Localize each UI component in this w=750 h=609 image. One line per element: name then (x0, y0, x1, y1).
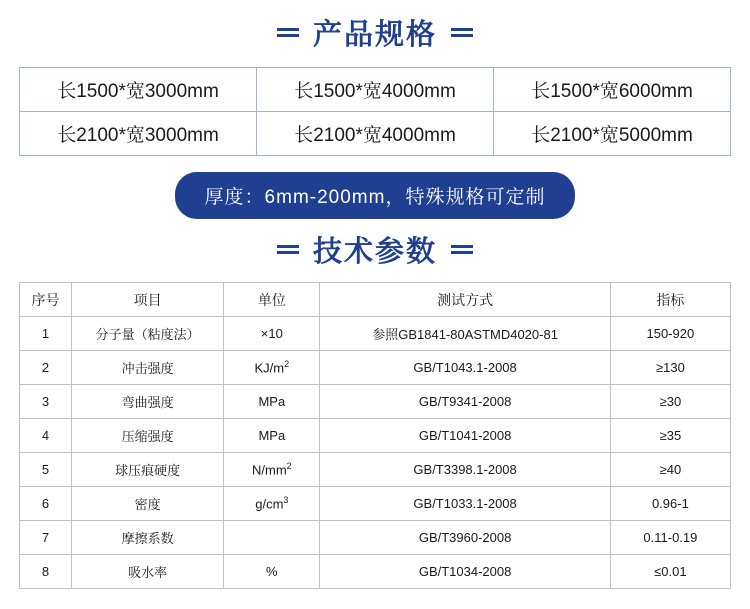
table-row (20, 453, 731, 487)
thickness-note-badge: 厚度：6mm-200mm，特殊规格可定制 (175, 172, 576, 219)
cell-index: ≥40 (610, 453, 730, 487)
cell-index: ≥130 (610, 351, 730, 385)
cell-unit-base: MPa (258, 394, 286, 409)
spec-cell: 长1500*宽6000mm (494, 68, 731, 112)
cell-unit-exponent: 2 (284, 359, 290, 370)
cell-no: 7 (20, 521, 72, 555)
cell-item: 球压痕硬度 (72, 453, 224, 487)
cell-method: 参照GB1841-80ASTMD4020-81 (320, 317, 610, 351)
cell-unit (224, 453, 320, 487)
title-dash-right-icon (451, 28, 473, 37)
table-row (20, 487, 731, 521)
table-row (20, 521, 731, 555)
cell-unit-exponent: 3 (283, 495, 289, 506)
column-header-no: 序号 (20, 283, 72, 317)
cell-item: 密度 (72, 487, 224, 521)
cell-unit (224, 521, 320, 555)
cell-unit (224, 385, 320, 419)
tech-section-title (0, 229, 750, 270)
cell-unit (224, 487, 320, 521)
thickness-note-wrap (0, 172, 750, 219)
cell-unit (224, 555, 320, 589)
table-row (20, 112, 731, 156)
cell-no: 8 (20, 555, 72, 589)
spec-cell: 长1500*宽3000mm (20, 68, 257, 112)
spec-cell: 长2100*宽5000mm (494, 112, 731, 156)
table-header-row (20, 283, 731, 317)
table-row (20, 555, 731, 589)
technical-parameters-table (19, 282, 731, 589)
column-header-unit: 单位 (224, 283, 320, 317)
cell-unit-base: g/cm (255, 496, 284, 512)
spec-title-text: 产品规格 (312, 19, 437, 51)
table-row (20, 351, 731, 385)
title-dash-left-icon (277, 245, 299, 254)
spec-table-body (20, 68, 731, 156)
cell-item: 分子量（粘度法） (72, 317, 224, 351)
cell-no: 2 (20, 351, 72, 385)
cell-index: ≥30 (610, 385, 730, 419)
column-header-method: 测试方式 (320, 283, 610, 317)
tech-table-head (20, 283, 731, 317)
column-header-item: 项目 (72, 283, 224, 317)
cell-method: GB/T9341-2008 (320, 385, 610, 419)
cell-method: GB/T1043.1-2008 (320, 351, 610, 385)
cell-item: 摩擦系数 (72, 521, 224, 555)
cell-method: GB/T1041-2008 (320, 419, 610, 453)
cell-no: 6 (20, 487, 72, 521)
spec-cell: 长2100*宽4000mm (257, 112, 494, 156)
cell-unit-base: N/mm (251, 462, 287, 478)
title-dash-right-icon (451, 245, 473, 254)
cell-method: GB/T3960-2008 (320, 521, 610, 555)
cell-index: 0.11-0.19 (610, 521, 730, 555)
tech-table-body (20, 317, 731, 589)
tech-title-text: 技术参数 (312, 236, 437, 268)
cell-method: GB/T3398.1-2008 (320, 453, 610, 487)
cell-no: 3 (20, 385, 72, 419)
cell-index: ≤0.01 (610, 555, 730, 589)
spec-section-title (0, 12, 750, 53)
cell-method: GB/T1034-2008 (320, 555, 610, 589)
table-row (20, 419, 731, 453)
cell-method: GB/T1033.1-2008 (320, 487, 610, 521)
cell-unit-exponent: 2 (286, 461, 292, 472)
cell-item: 压缩强度 (72, 419, 224, 453)
cell-item: 弯曲强度 (72, 385, 224, 419)
cell-index: 150-920 (610, 317, 730, 351)
cell-unit (224, 419, 320, 453)
cell-unit-base: KJ/m (254, 360, 285, 376)
cell-index: 0.96-1 (610, 487, 730, 521)
product-spec-page (0, 12, 750, 609)
cell-unit-base: ×10 (260, 326, 283, 341)
table-row (20, 317, 731, 351)
spec-cell: 长2100*宽3000mm (20, 112, 257, 156)
table-row (20, 68, 731, 112)
cell-unit-base: % (266, 564, 278, 579)
title-dash-left-icon (277, 28, 299, 37)
specification-table (19, 67, 731, 156)
spec-cell: 长1500*宽4000mm (257, 68, 494, 112)
cell-index: ≥35 (610, 419, 730, 453)
cell-unit (224, 351, 320, 385)
cell-no: 1 (20, 317, 72, 351)
cell-no: 5 (20, 453, 72, 487)
cell-item: 吸水率 (72, 555, 224, 589)
cell-unit-base: MPa (258, 428, 286, 443)
cell-item: 冲击强度 (72, 351, 224, 385)
cell-unit (224, 317, 320, 351)
cell-no: 4 (20, 419, 72, 453)
table-row (20, 385, 731, 419)
column-header-index: 指标 (610, 283, 730, 317)
